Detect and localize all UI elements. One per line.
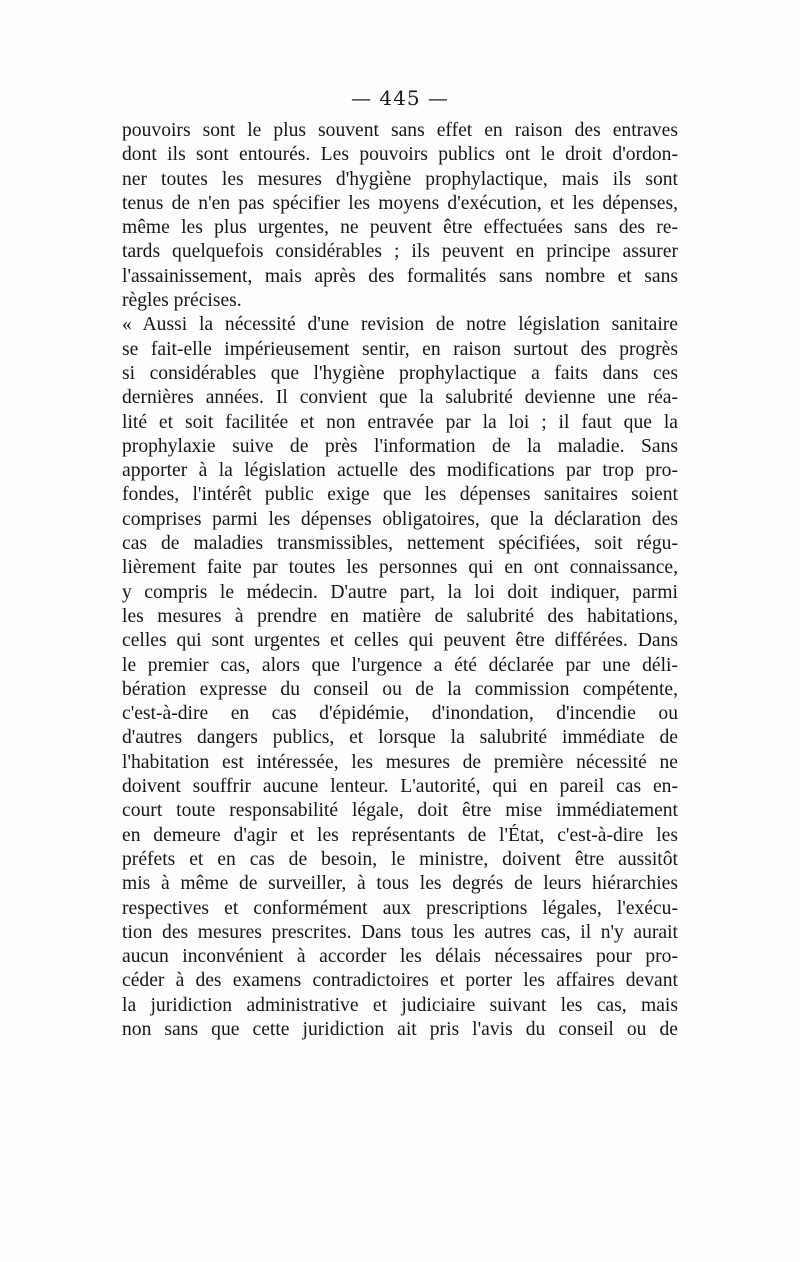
text-line: si considérables que l'hygiène prophylactique a faits dans ces	[122, 362, 678, 384]
text-line: lièrement faite par toutes les personnes qui en ont connaissance,	[122, 557, 678, 579]
text-line: céder à des examens contradictoires et porter les affaires devant	[122, 970, 678, 992]
text-line: y compris le médecin. D'autre part, la loi doit indiquer, parmi	[122, 581, 678, 603]
text-line: lité et soit facilitée et non entravée par la loi ; il faut que la	[122, 411, 678, 433]
text-line: règles précises.	[122, 290, 242, 312]
text-line: d'autres dangers publics, et lorsque la salubrité immédiate de	[122, 727, 678, 749]
text-line: en demeure d'agir et les représentants de l'État, c'est-à-dire les	[122, 824, 678, 846]
text-line: ner toutes les mesures d'hygiène prophylactique, mais ils sont	[122, 168, 678, 190]
text-line: fondes, l'intérêt public exige que les dépenses sanitaires soient	[122, 484, 678, 506]
text-line: dernières années. Il convient que la salubrité devienne une réa-	[122, 387, 678, 409]
text-line: tion des mesures prescrites. Dans tous les autres cas, il n'y aurait	[122, 921, 678, 943]
text-line: doivent souffrir aucune lenteur. L'autorité, qui en pareil cas en-	[122, 776, 678, 798]
text-line: comprises parmi les dépenses obligatoires, que la déclaration des	[122, 508, 678, 530]
text-line: apporter à la législation actuelle des modifications par trop pro-	[122, 460, 678, 482]
text-line: la juridiction administrative et judiciaire suivant les cas, mais	[122, 994, 678, 1016]
text-line: les mesures à prendre en matière de salubrité des habitations,	[122, 605, 678, 627]
text-line: c'est-à-dire en cas d'épidémie, d'inondation, d'incendie ou	[122, 703, 678, 725]
text-line: préfets et en cas de besoin, le ministre, doivent être aussitôt	[122, 848, 678, 870]
text-line: cas de maladies transmissibles, nettement spécifiées, soit régu-	[122, 533, 678, 555]
text-line: l'habitation est intéressée, les mesures de première nécessité ne	[122, 751, 678, 773]
text-line: court toute responsabilité légale, doit être mise immédiatement	[122, 800, 678, 822]
text-line: « Aussi la nécessité d'une revision de notre législation sanitaire	[122, 314, 678, 336]
text-line: non sans que cette juridiction ait pris l'avis du conseil ou de	[122, 1018, 678, 1040]
text-line: tards quelquefois considérables ; ils peuvent en principe assurer	[122, 241, 678, 263]
text-line: bération expresse du conseil ou de la commission compétente,	[122, 678, 678, 700]
text-line: le premier cas, alors que l'urgence a été déclarée par une déli-	[122, 654, 678, 676]
text-line: pouvoirs sont le plus souvent sans effet en raison des entraves	[122, 120, 678, 141]
text-line: aucun inconvénient à accorder les délais nécessaires pour pro-	[122, 946, 678, 968]
text-line: celles qui sont urgentes et celles qui peuvent être différées. Dans	[122, 630, 678, 652]
text-line: tenus de n'en pas spécifier les moyens d'exécution, et les dépenses,	[122, 192, 678, 214]
text-line: se fait-elle impérieusement sentir, en raison surtout des progrès	[122, 338, 678, 360]
body-text	[122, 119, 678, 1042]
text-line: respectives et conformément aux prescriptions légales, l'exécu-	[122, 897, 678, 919]
text-line: prophylaxie suive de près l'information de la maladie. Sans	[122, 435, 678, 457]
text-line: mis à même de surveiller, à tous les degrés de leurs hiérarchies	[122, 873, 678, 895]
text-line: même les plus urgentes, ne peuvent être effectuées sans des re-	[122, 217, 678, 239]
page-number: — 445 —	[351, 86, 449, 110]
text-line: dont ils sont entourés. Les pouvoirs publics ont le droit d'ordon-	[122, 144, 678, 166]
text-line: l'assainissement, mais après des formalités sans nombre et sans	[122, 265, 678, 287]
